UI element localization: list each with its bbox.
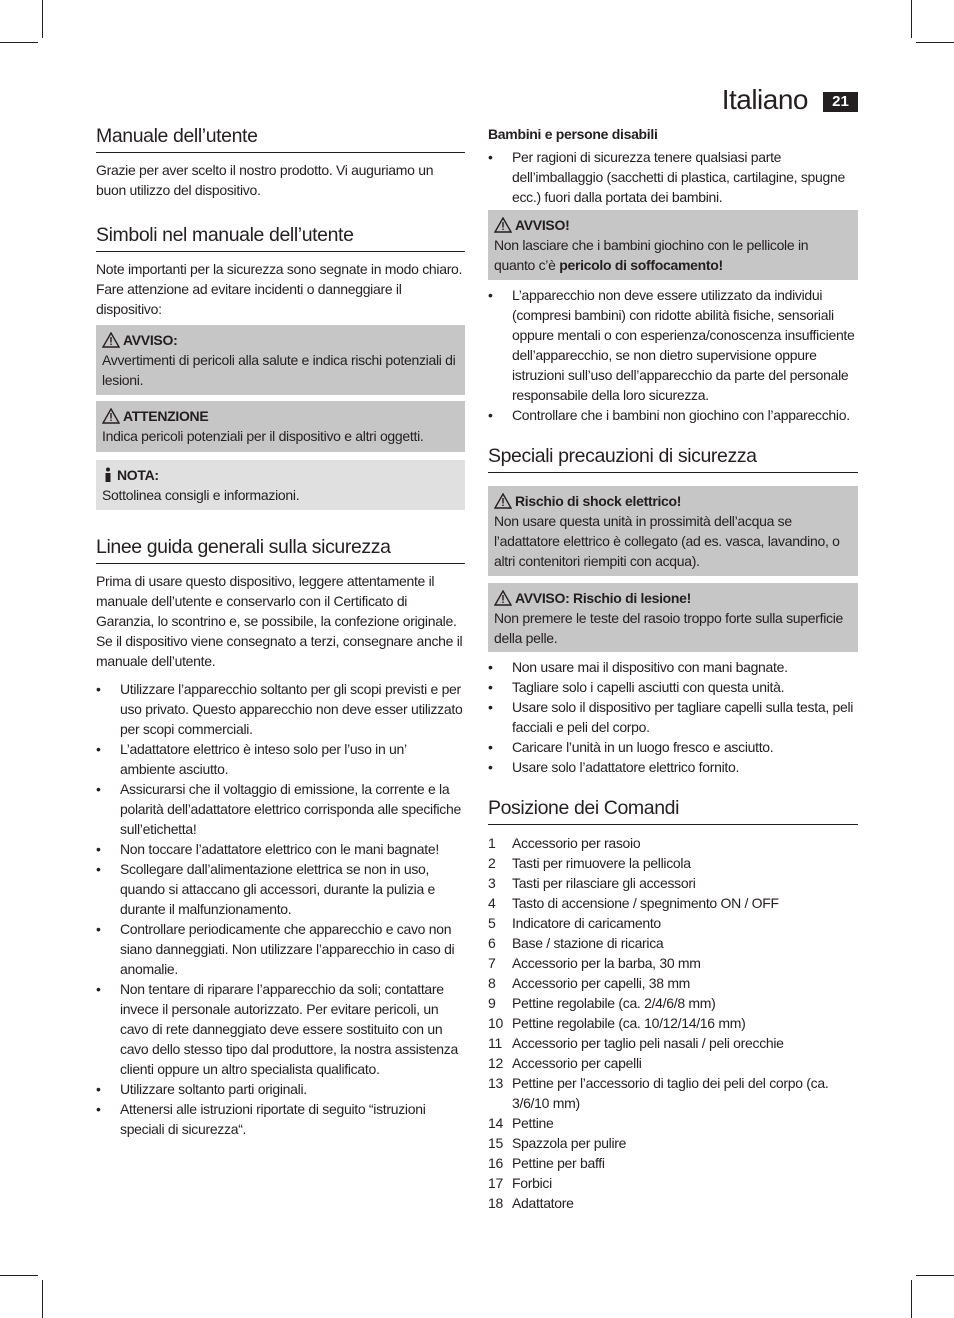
crop-mark xyxy=(911,1280,912,1318)
list-item: • L’apparecchio non deve essere utilizzato da individui (compresi bambini) con ridotte abilità fisiche, sensoriali oppure mentali o con esperienza/conoscenza insufficiente dell’apparecchio, se non dietro supervisione oppure istruzioni sull’uso dell’apparecchio da parte del personale responsabile della loro sicurezza. xyxy=(488,287,855,403)
box-title: AVVISO! xyxy=(515,217,570,233)
control-item xyxy=(488,973,858,993)
control-number: 1 xyxy=(488,835,496,851)
section-guidelines xyxy=(96,535,465,1139)
note-box xyxy=(96,460,465,510)
list-item: • Controllare che i bambini non giochino con l’apparecchio. xyxy=(488,407,850,423)
control-item xyxy=(488,1053,858,1073)
crop-mark xyxy=(0,1275,38,1276)
section-heading: Linee guida generali sulla sicurezza xyxy=(96,535,465,564)
control-label: Adattatore xyxy=(512,1195,574,1211)
warning-box-shock xyxy=(488,486,858,576)
control-label: Spazzola per pulire xyxy=(512,1135,627,1151)
warning-box-children xyxy=(488,210,858,280)
control-item xyxy=(488,1073,858,1113)
list-item: • Usare solo il dispositivo per tagliare capelli sulla testa, peli facciali e peli del corpo. xyxy=(488,699,854,735)
box-title: AVVISO: xyxy=(123,332,178,348)
control-number: 10 xyxy=(488,1015,503,1031)
control-item xyxy=(488,1113,858,1133)
info-icon xyxy=(102,467,114,483)
control-label: Accessorio per capelli, 38 mm xyxy=(512,975,691,991)
crop-mark xyxy=(916,42,954,43)
warning-triangle-icon xyxy=(102,408,120,424)
control-label: Pettine per l’accessorio di taglio dei peli del corpo (ca. 3/6/10 mm) xyxy=(512,1075,829,1111)
section-text: Prima di usare questo dispositivo, leggere attentamente il manuale dell’utente e conservarlo con il Certificato di Garanzia, lo scontrino e, se possibile, la confezione originale. Se il dispositivo viene consegnato a terzi, consegnare anche il manuale dell’utente. xyxy=(96,573,463,669)
control-label: Accessorio per la barba, 30 mm xyxy=(512,955,701,971)
control-number: 6 xyxy=(488,935,496,951)
control-item xyxy=(488,1193,858,1213)
list-item: • Attenersi alle istruzioni riportate di seguito “istruzioni speciali di sicurezza“. xyxy=(96,1101,426,1137)
control-label: Pettine xyxy=(512,1115,554,1131)
control-item xyxy=(488,833,858,853)
page-language-title: Italiano xyxy=(721,84,808,115)
control-item xyxy=(488,1013,858,1033)
crop-mark xyxy=(911,0,912,38)
list-item: • Non usare mai il dispositivo con mani bagnate. xyxy=(488,659,788,675)
bullet-list xyxy=(488,285,858,425)
control-number: 5 xyxy=(488,915,496,931)
warning-box-attenzione xyxy=(96,401,465,452)
list-item: • Controllare periodicamente che apparecchio e cavo non siano danneggiati. Non utilizzare l’apparecchio in caso di anomalie. xyxy=(96,921,455,977)
warning-triangle-icon xyxy=(494,493,512,509)
control-item xyxy=(488,1033,858,1053)
section-special xyxy=(488,444,858,473)
section-heading: Posizione dei Comandi xyxy=(488,796,858,825)
section-children xyxy=(488,124,858,207)
bullet-list xyxy=(488,147,858,207)
control-number: 13 xyxy=(488,1075,503,1091)
control-label: Accessorio per rasoio xyxy=(512,835,641,851)
list-item: • Scollegare dall’alimentazione elettrica se non in uso, quando si attaccano gli accessori, durante la pulizia e durante il malfunzionamento. xyxy=(96,861,436,917)
control-item xyxy=(488,873,858,893)
crop-mark xyxy=(0,42,38,43)
control-number: 17 xyxy=(488,1175,503,1191)
control-label: Base / stazione di ricarica xyxy=(512,935,664,951)
control-number: 8 xyxy=(488,975,496,991)
control-label: Forbici xyxy=(512,1175,552,1191)
box-title: AVVISO: Rischio di lesione! xyxy=(515,590,692,606)
control-label: Accessorio per taglio peli nasali / peli orecchie xyxy=(512,1035,784,1051)
numbered-list xyxy=(488,833,858,1213)
warning-triangle-icon xyxy=(494,590,512,606)
control-item xyxy=(488,953,858,973)
control-item xyxy=(488,853,858,873)
subsection-heading: Bambini e persone disabili xyxy=(488,126,658,142)
list-item: • L’adattatore elettrico è inteso solo per l’uso in un’ ambiente asciutto. xyxy=(96,741,407,777)
control-number: 16 xyxy=(488,1155,503,1171)
warning-triangle-icon xyxy=(494,217,512,233)
crop-mark xyxy=(42,1280,43,1318)
control-number: 7 xyxy=(488,955,496,971)
list-item: • Utilizzare l’apparecchio soltanto per gli scopi previsti e per uso privato. Questo apparecchio non deve esser utilizzato per scopi commerciali. xyxy=(96,681,463,737)
section-heading: Manuale dell’utente xyxy=(96,124,465,153)
control-label: Indicatore di caricamento xyxy=(512,915,661,931)
control-label: Pettine per baffi xyxy=(512,1155,605,1171)
control-number: 12 xyxy=(488,1055,503,1071)
control-label: Tasti per rimuovere la pellicola xyxy=(512,855,691,871)
control-item xyxy=(488,1153,858,1173)
control-number: 11 xyxy=(488,1035,502,1051)
list-item: • Per ragioni di sicurezza tenere qualsiasi parte dell’imballaggio (sacchetti di plastica, cartilagine, spugne ecc.) fuori dalla portata dei bambini. xyxy=(488,149,845,205)
crop-mark xyxy=(916,1275,954,1276)
section-controls xyxy=(488,796,858,1213)
list-item: • Non toccare l’adattatore elettrico con le mani bagnate! xyxy=(96,841,439,857)
list-item: • Caricare l’unità in un luogo fresco e asciutto. xyxy=(488,739,774,755)
page-number-badge: 21 xyxy=(823,92,858,112)
box-title: NOTA: xyxy=(117,467,159,483)
section-text: Note importanti per la sicurezza sono segnate in modo chiaro. Fare attenzione ad evitare incidenti o danneggiare il dispositivo: xyxy=(96,261,463,317)
box-text: Non usare questa unità in prossimità dell’acqua se l’adattatore elettrico è collegato (ad es. vasca, lavandino, o altri contenitori riempiti con acqua). xyxy=(494,513,840,569)
bullet-list xyxy=(96,679,465,1139)
box-title: ATTENZIONE xyxy=(123,408,209,424)
special-bullets xyxy=(488,657,858,777)
list-item: • Non tentare di riparare l’apparecchio da soli; contattare invece il personale autorizzato. Per evitare pericoli, un cavo di rete danneggiato deve essere sostituito con un cavo dello stesso tipo dal produttore, la nostra assistenza clienti oppure un altro specialista qualificato. xyxy=(96,981,458,1077)
list-item: • Tagliare solo i capelli asciutti con questa unità. xyxy=(488,679,785,695)
control-label: Tasto di accensione / spegnimento ON / OFF xyxy=(512,895,779,911)
box-title: Rischio di shock elettrico! xyxy=(515,493,682,509)
box-text: Avvertimenti di pericoli alla salute e indica rischi potenziali di lesioni. xyxy=(102,352,456,388)
control-item xyxy=(488,993,858,1013)
list-item: • Assicurarsi che il voltaggio di emissione, la corrente e la polarità dell’adattatore elettrico corrisponda alle specifiche sull’etichetta! xyxy=(96,781,461,837)
control-number: 15 xyxy=(488,1135,503,1151)
box-text: Indica pericoli potenziali per il dispositivo e altri oggetti. xyxy=(102,428,424,444)
section-heading: Simboli nel manuale dell’utente xyxy=(96,223,465,252)
control-item xyxy=(488,893,858,913)
control-item xyxy=(488,913,858,933)
children-bullets xyxy=(488,285,858,425)
crop-mark xyxy=(42,0,43,38)
list-item: • Usare solo l’adattatore elettrico fornito. xyxy=(488,759,740,775)
control-number: 2 xyxy=(488,855,496,871)
control-number: 3 xyxy=(488,875,496,891)
control-item xyxy=(488,1133,858,1153)
box-text: Sottolinea consigli e informazioni. xyxy=(102,487,300,503)
control-label: Pettine regolabile (ca. 2/4/6/8 mm) xyxy=(512,995,716,1011)
control-number: 18 xyxy=(488,1195,503,1211)
list-item: • Utilizzare soltanto parti originali. xyxy=(96,1081,307,1097)
control-number: 14 xyxy=(488,1115,503,1131)
control-label: Accessorio per capelli xyxy=(512,1055,642,1071)
control-label: Tasti per rilasciare gli accessori xyxy=(512,875,696,891)
control-item xyxy=(488,1173,858,1193)
box-text: Non premere le teste del rasoio troppo forte sulla superficie della pelle. xyxy=(494,610,844,646)
bullet-list xyxy=(488,657,858,777)
control-label: Pettine regolabile (ca. 10/12/14/16 mm) xyxy=(512,1015,746,1031)
control-item xyxy=(488,933,858,953)
control-number: 4 xyxy=(488,895,496,911)
section-heading: Speciali precauzioni di sicurezza xyxy=(488,444,858,473)
box-text: Non lasciare che i bambini giochino con le pellicole in quanto c’è pericolo di soffocamento! xyxy=(494,237,809,273)
section-manual xyxy=(96,124,465,200)
section-symbols xyxy=(96,223,465,319)
warning-triangle-icon xyxy=(102,332,120,348)
warning-box-injury xyxy=(488,583,858,652)
control-number: 9 xyxy=(488,995,496,1011)
box-text-emphasis: pericolo di soffocamento! xyxy=(559,257,723,273)
section-text: Grazie per aver scelto il nostro prodotto. Vi auguriamo un buon utilizzo del dispositivo. xyxy=(96,162,434,198)
warning-box-avviso xyxy=(96,325,465,395)
